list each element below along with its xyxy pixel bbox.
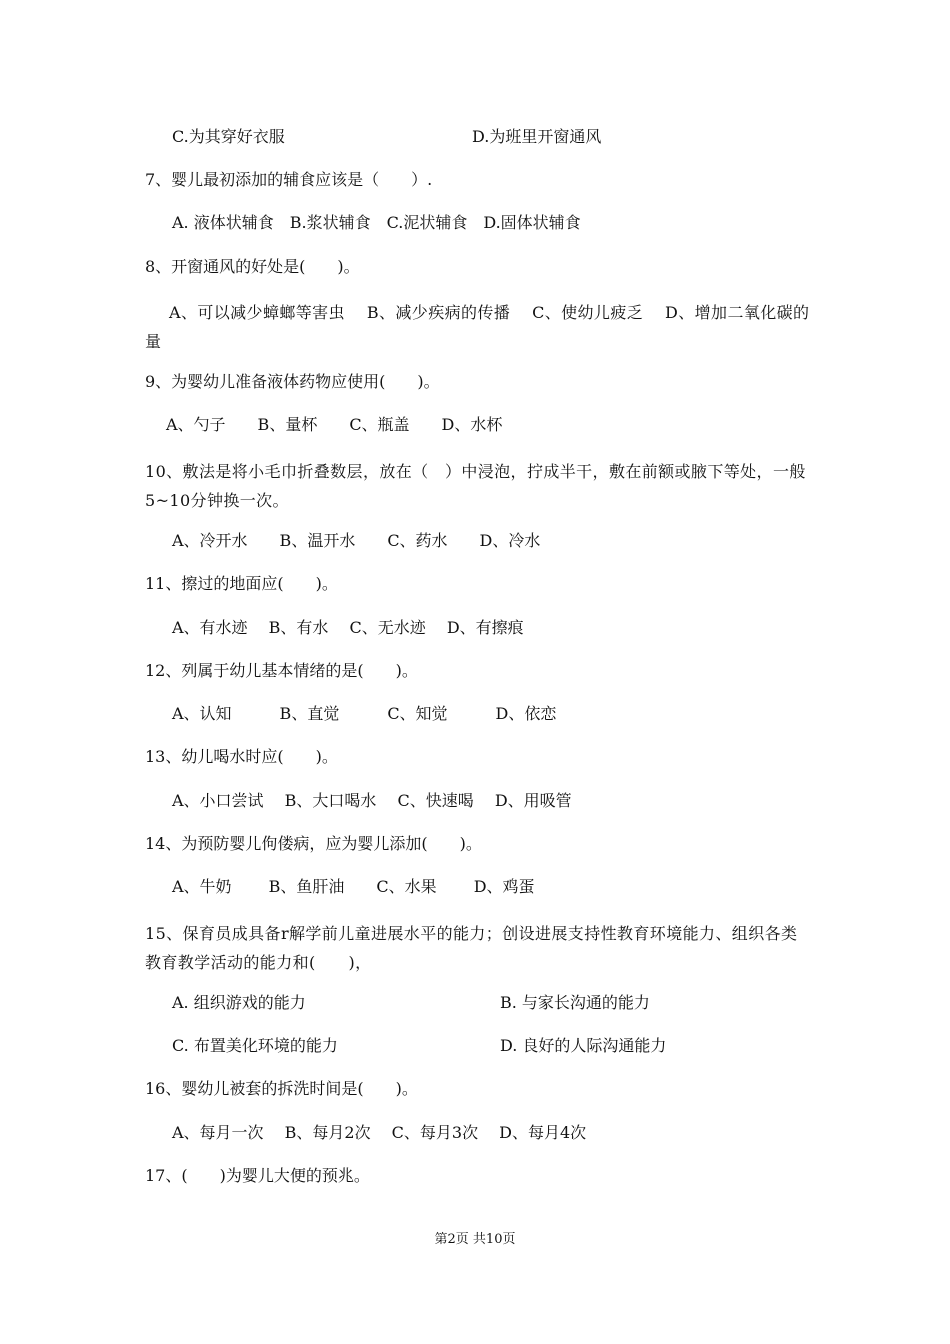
q6-option-c: C.为其穿好衣服 (172, 127, 285, 146)
question-10-options: A、冷开水 B、温开水 C、药水 D、冷水 (172, 531, 541, 550)
question-15-option-d: D. 良好的人际沟通能力 (500, 1036, 667, 1055)
question-7: 7、婴儿最初添加的辅食应该是（ ）. (145, 170, 433, 189)
question-12-options: A、认知 B、直觉 C、知觉 D、依恋 (172, 704, 557, 723)
question-15: 15、保育员成具备r解学前儿童进展水平的能力；创设进展支持性教育环境能力、组织各类教育教学活动的能力和( )， (145, 924, 798, 972)
page-number-footer: 第2页 共10页 (434, 1232, 516, 1247)
question-16: 16、婴幼儿被套的拆洗时间是( )。 (145, 1079, 418, 1098)
question-13: 13、幼儿喝水时应( )。 (145, 747, 338, 766)
question-15-option-a: A. 组织游戏的能力 (172, 993, 306, 1012)
question-9-options: A、勺子 B、量杯 C、瓶盖 D、水杯 (166, 415, 503, 434)
question-11-options: A、有水迹 B、有水 C、无水迹 D、有擦痕 (172, 618, 524, 637)
question-15-option-b: B. 与家长沟通的能力 (500, 993, 650, 1012)
question-14: 14、为预防婴儿佝偻病，应为婴儿添加( )。 (145, 834, 482, 853)
question-8: 8、开窗通风的好处是( )。 (145, 257, 360, 276)
question-13-options: A、小口尝试 B、大口喝水 C、快速喝 D、用吸管 (172, 791, 572, 810)
question-10: 10、敷法是将小毛巾折叠数层，放在（ ）中浸泡，拧成半干，敷在前额或腋下等处，一般5~10分钟换一次。 (145, 462, 806, 510)
q6-option-d: D.为班里开窗通风 (472, 127, 602, 146)
question-16-options: A、每月一次 B、每月2次 C、每月3次 D、每月4次 (172, 1123, 587, 1142)
question-8-options: A、可以减少蟑螂等害虫 B、减少疾病的传播 C、使幼儿疲乏 D、增加二氧化碳的量 (145, 303, 810, 351)
question-15-option-c: C. 布置美化环境的能力 (172, 1036, 338, 1055)
question-7-options: A. 液体状辅食 B.浆状辅食 C.泥状辅食 D.固体状辅食 (172, 213, 581, 232)
question-9: 9、为婴幼儿准备液体药物应使用( )。 (145, 372, 440, 391)
question-12: 12、列属于幼儿基本情绪的是( )。 (145, 661, 418, 680)
question-17: 17、( )为婴儿大便的预兆。 (145, 1166, 370, 1185)
question-11: 11、擦过的地面应( )。 (145, 574, 338, 593)
question-14-options: A、牛奶 B、鱼肝油 C、水果 D、鸡蛋 (172, 877, 535, 896)
